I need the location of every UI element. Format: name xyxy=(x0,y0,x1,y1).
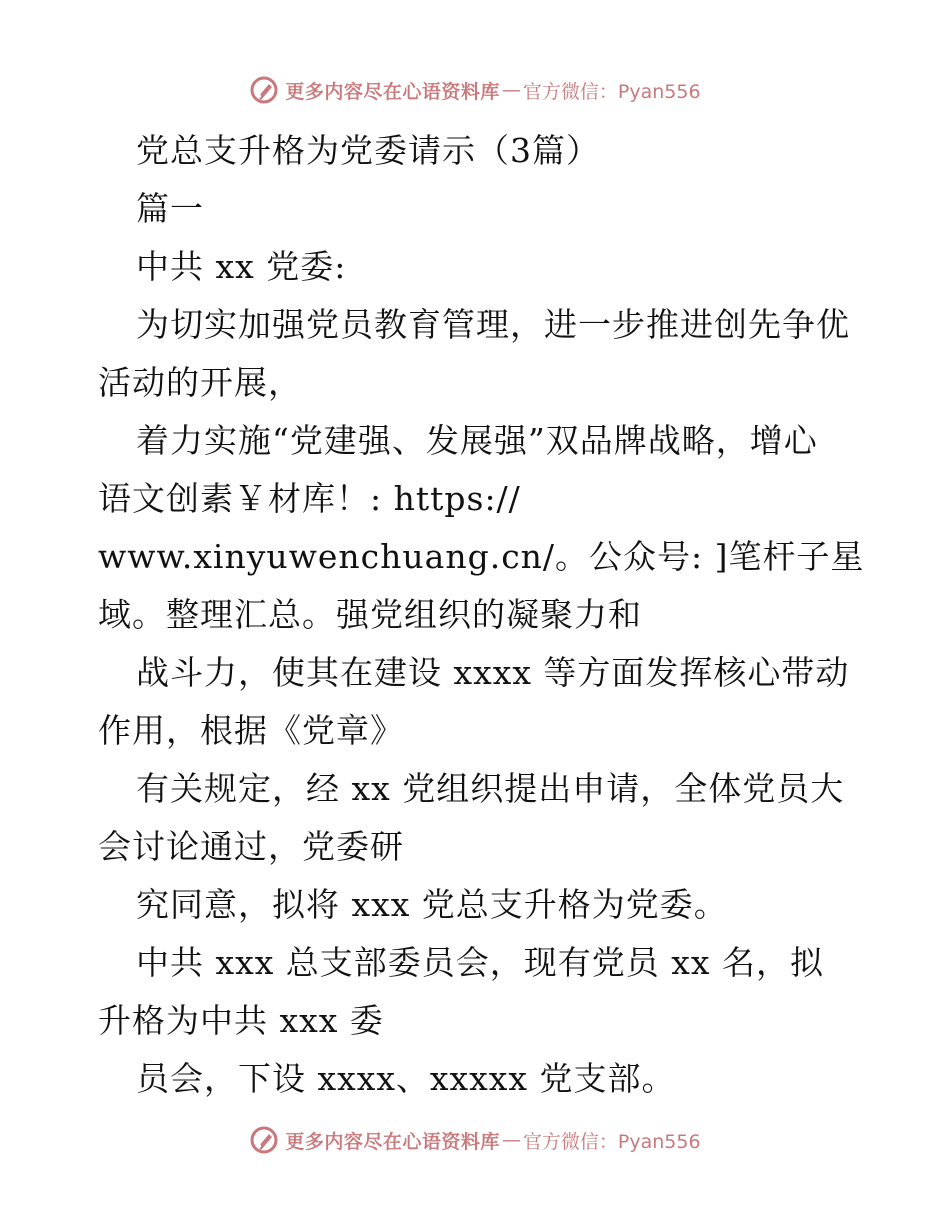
text-line: 活动的开展， xyxy=(98,363,302,402)
text-line: 升格为中共 xxx 委 xyxy=(98,1001,384,1040)
pen-logo-icon xyxy=(249,75,279,105)
text-line: 中共 xxx 总支部委员会，现有党员 xx 名，拟 xyxy=(136,943,825,982)
section-heading: 篇一 xyxy=(136,189,204,228)
text-line: 作用，根据《党章》 xyxy=(98,711,404,750)
footer-banner xyxy=(0,1120,950,1160)
text-line: 着力实施“党建强、发展强”双品牌战略，增心 xyxy=(136,421,818,460)
banner-separator: — xyxy=(501,79,521,101)
pen-logo-icon xyxy=(249,1125,279,1155)
banner-wechat: 官方微信：Pyan556 xyxy=(522,1130,701,1153)
text-line: 究同意，拟将 xxx 党总支升格为党委。 xyxy=(136,885,728,924)
text-line: 员会，下设 xxxx、xxxxx 党支部。 xyxy=(136,1059,676,1098)
text-line: 语文创素￥材库！: https:// xyxy=(98,479,521,518)
text-line: 有关规定，经 xx 党组织提出申请，全体党员大 xyxy=(136,769,845,808)
text-line: www.xinyuwenchuang.cn/。公众号: ]笔杆子星 xyxy=(98,537,865,576)
banner-wechat: 官方微信：Pyan556 xyxy=(522,80,701,103)
banner-separator: — xyxy=(501,1129,521,1151)
header-banner xyxy=(0,70,950,110)
document-body xyxy=(98,122,865,1108)
text-line: 为切实加强党员教育管理，进一步推进创先争优 xyxy=(136,305,850,344)
salutation: 中共 xx 党委: xyxy=(136,247,347,286)
text-line: 战斗力，使其在建设 xxxx 等方面发挥核心带动 xyxy=(136,653,850,692)
banner-text: 更多内容尽在心语资料库 xyxy=(285,80,500,103)
document-title: 党总支升格为党委请示（3篇） xyxy=(136,131,600,170)
text-line: 域。整理汇总。强党组织的凝聚力和 xyxy=(98,595,642,634)
text-line: 会讨论通过，党委研 xyxy=(98,827,404,866)
banner-text: 更多内容尽在心语资料库 xyxy=(285,1130,500,1153)
